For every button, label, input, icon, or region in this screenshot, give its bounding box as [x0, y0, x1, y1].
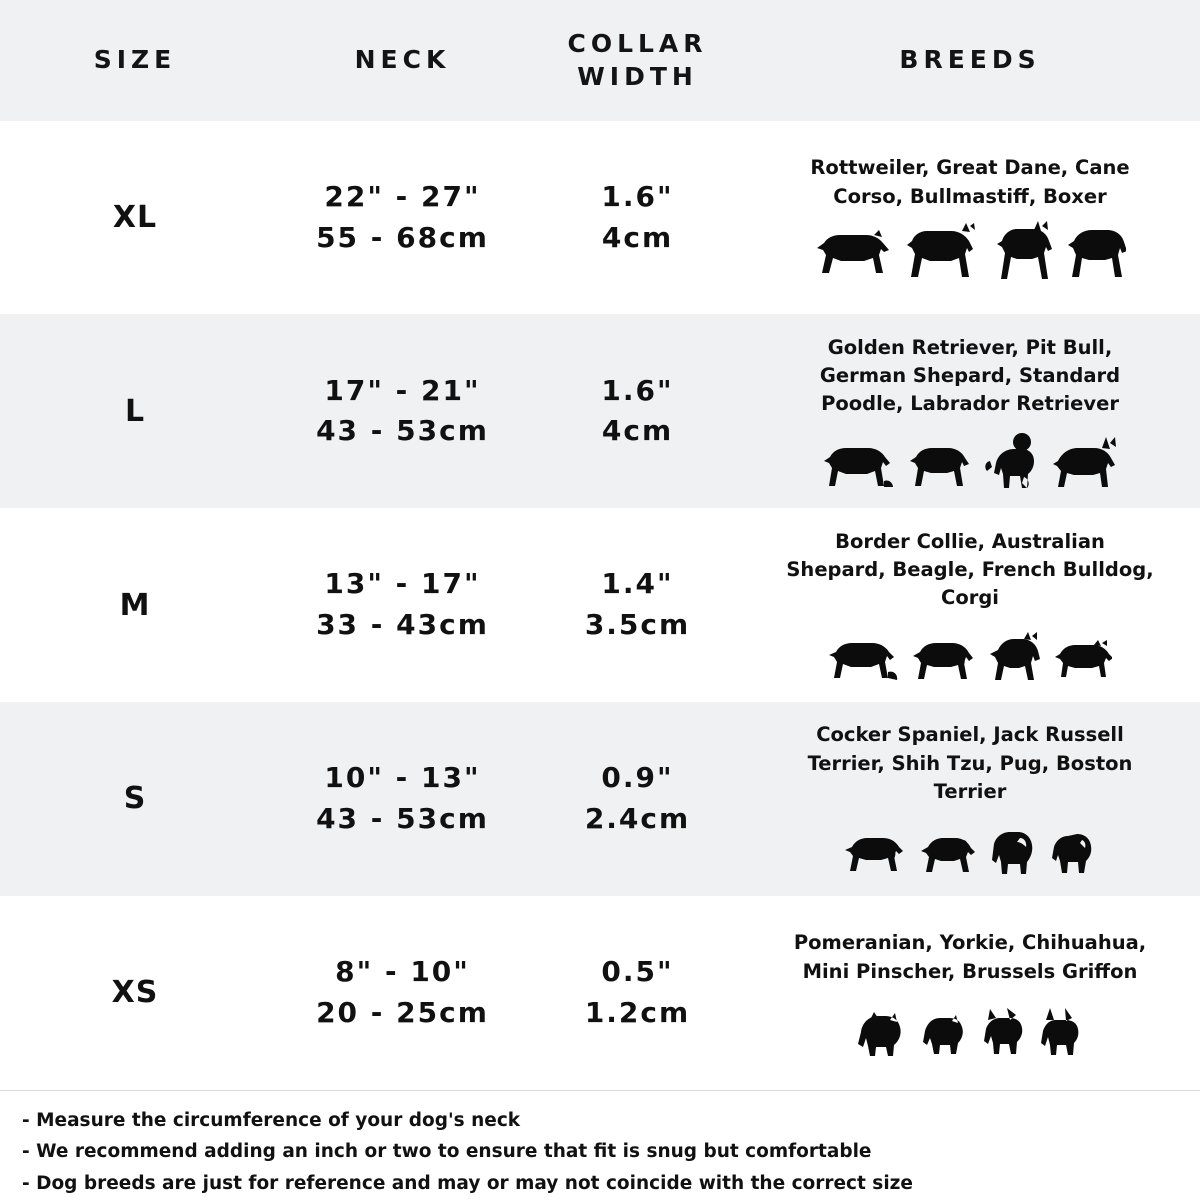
beagle-silhouette: [912, 636, 974, 682]
row-size-label: L: [124, 393, 146, 429]
chihuahua-silhouette: [982, 1008, 1026, 1056]
row-collar-width: [535, 177, 740, 258]
table-row: [0, 314, 1200, 508]
neck-inches: 17" - 21": [324, 373, 481, 407]
row-size-label: M: [119, 587, 151, 623]
note-item: - Dog breeds are just for reference and may or may not coincide with the correct size: [22, 1173, 913, 1195]
great-dane-silhouette: [906, 223, 980, 281]
table-row: [0, 702, 1200, 896]
row-collar-width: [535, 564, 740, 645]
width-cm: 1.2cm: [584, 995, 691, 1029]
header-breeds: BREEDS: [899, 45, 1041, 75]
yorkie-silhouette: [922, 1014, 968, 1056]
width-cm: 2.4cm: [584, 801, 691, 835]
neck-cm: 55 - 68cm: [316, 220, 489, 254]
row-neck: [270, 758, 535, 839]
neck-cm: 43 - 53cm: [316, 414, 489, 448]
width-inches: 0.9": [601, 761, 674, 795]
rottweiler-silhouette: [814, 229, 892, 281]
mini-pinscher-silhouette: [1040, 1008, 1084, 1056]
french-bulldog-silhouette: [988, 632, 1040, 682]
row-collar-width: [535, 371, 740, 452]
width-cm: 3.5cm: [584, 608, 691, 642]
header-collar-line1: COLLAR: [567, 28, 708, 58]
breed-silhouettes: [856, 994, 1084, 1056]
row-size-label: S: [123, 781, 147, 817]
table-row: [0, 121, 1200, 315]
table-header-row: [0, 0, 1200, 121]
row-neck: [270, 952, 535, 1033]
cane-corso-silhouette: [994, 221, 1052, 281]
breed-list: Rottweiler, Great Dane, Cane Corso, Bullmastiff, Boxer: [810, 156, 1130, 208]
header-collar-width: [535, 27, 740, 95]
shih-tzu-silhouette: [990, 828, 1036, 876]
neck-inches: 13" - 17": [324, 567, 481, 601]
poodle-silhouette: [984, 433, 1038, 489]
width-inches: 0.5": [601, 955, 674, 989]
note-item: - Measure the circumference of your dog's neck: [22, 1109, 521, 1131]
neck-cm: 20 - 25cm: [316, 995, 489, 1029]
corgi-silhouette: [1054, 640, 1112, 682]
pomeranian-silhouette: [856, 1012, 908, 1056]
row-neck: [270, 564, 535, 645]
width-inches: 1.6": [601, 179, 674, 213]
row-size-label: XS: [111, 975, 159, 1011]
width-inches: 1.4": [601, 567, 674, 601]
neck-cm: 33 - 43cm: [316, 608, 489, 642]
breed-list: Pomeranian, Yorkie, Chihuahua, Mini Pinscher, Brussels Griffon: [793, 931, 1147, 983]
row-neck: [270, 177, 535, 258]
row-breeds: [740, 528, 1200, 683]
neck-cm: 43 - 53cm: [316, 801, 489, 835]
width-inches: 1.6": [601, 373, 674, 407]
neck-inches: 10" - 13": [324, 761, 481, 795]
breed-silhouettes: [814, 219, 1126, 281]
pit-bull-silhouette: [908, 441, 970, 489]
golden-retriever-silhouette: [822, 441, 894, 489]
cocker-spaniel-silhouette: [844, 832, 906, 876]
row-size-label: XL: [112, 200, 158, 236]
notes-section: [0, 1090, 1200, 1200]
pug-silhouette: [1050, 830, 1096, 876]
german-shepherd-silhouette: [1052, 437, 1118, 489]
breed-list: Cocker Spaniel, Jack Russell Terrier, Shih Tzu, Pug, Boston Terrier: [807, 723, 1133, 803]
breed-silhouettes: [822, 427, 1118, 489]
row-breeds: [740, 929, 1200, 1056]
table-row: [0, 508, 1200, 702]
width-cm: 4cm: [601, 220, 674, 254]
width-cm: 4cm: [601, 414, 674, 448]
breed-silhouettes: [844, 814, 1096, 876]
row-breeds: [740, 154, 1200, 281]
jack-russell-silhouette: [920, 832, 976, 876]
row-breeds: [740, 334, 1200, 489]
note-item: - We recommend adding an inch or two to ensure that fit is snug but comfortable: [22, 1141, 872, 1163]
row-collar-width: [535, 952, 740, 1033]
neck-inches: 8" - 10": [335, 955, 470, 989]
header-collar-line2: WIDTH: [577, 62, 698, 92]
row-breeds: [740, 721, 1200, 876]
border-collie-silhouette: [828, 636, 898, 682]
header-neck: NECK: [354, 45, 451, 75]
breed-list: Golden Retriever, Pit Bull, German Shepard, Standard Poodle, Labrador Retriever: [819, 335, 1121, 416]
breed-silhouettes: [828, 620, 1112, 682]
row-neck: [270, 371, 535, 452]
header-size: SIZE: [93, 45, 177, 75]
bullmastiff-silhouette: [1066, 225, 1126, 281]
breed-list: Border Collie, Australian Shepard, Beagle, French Bulldog, Corgi: [786, 529, 1154, 610]
table-row: [0, 896, 1200, 1090]
neck-inches: 22" - 27": [324, 179, 481, 213]
row-collar-width: [535, 758, 740, 839]
